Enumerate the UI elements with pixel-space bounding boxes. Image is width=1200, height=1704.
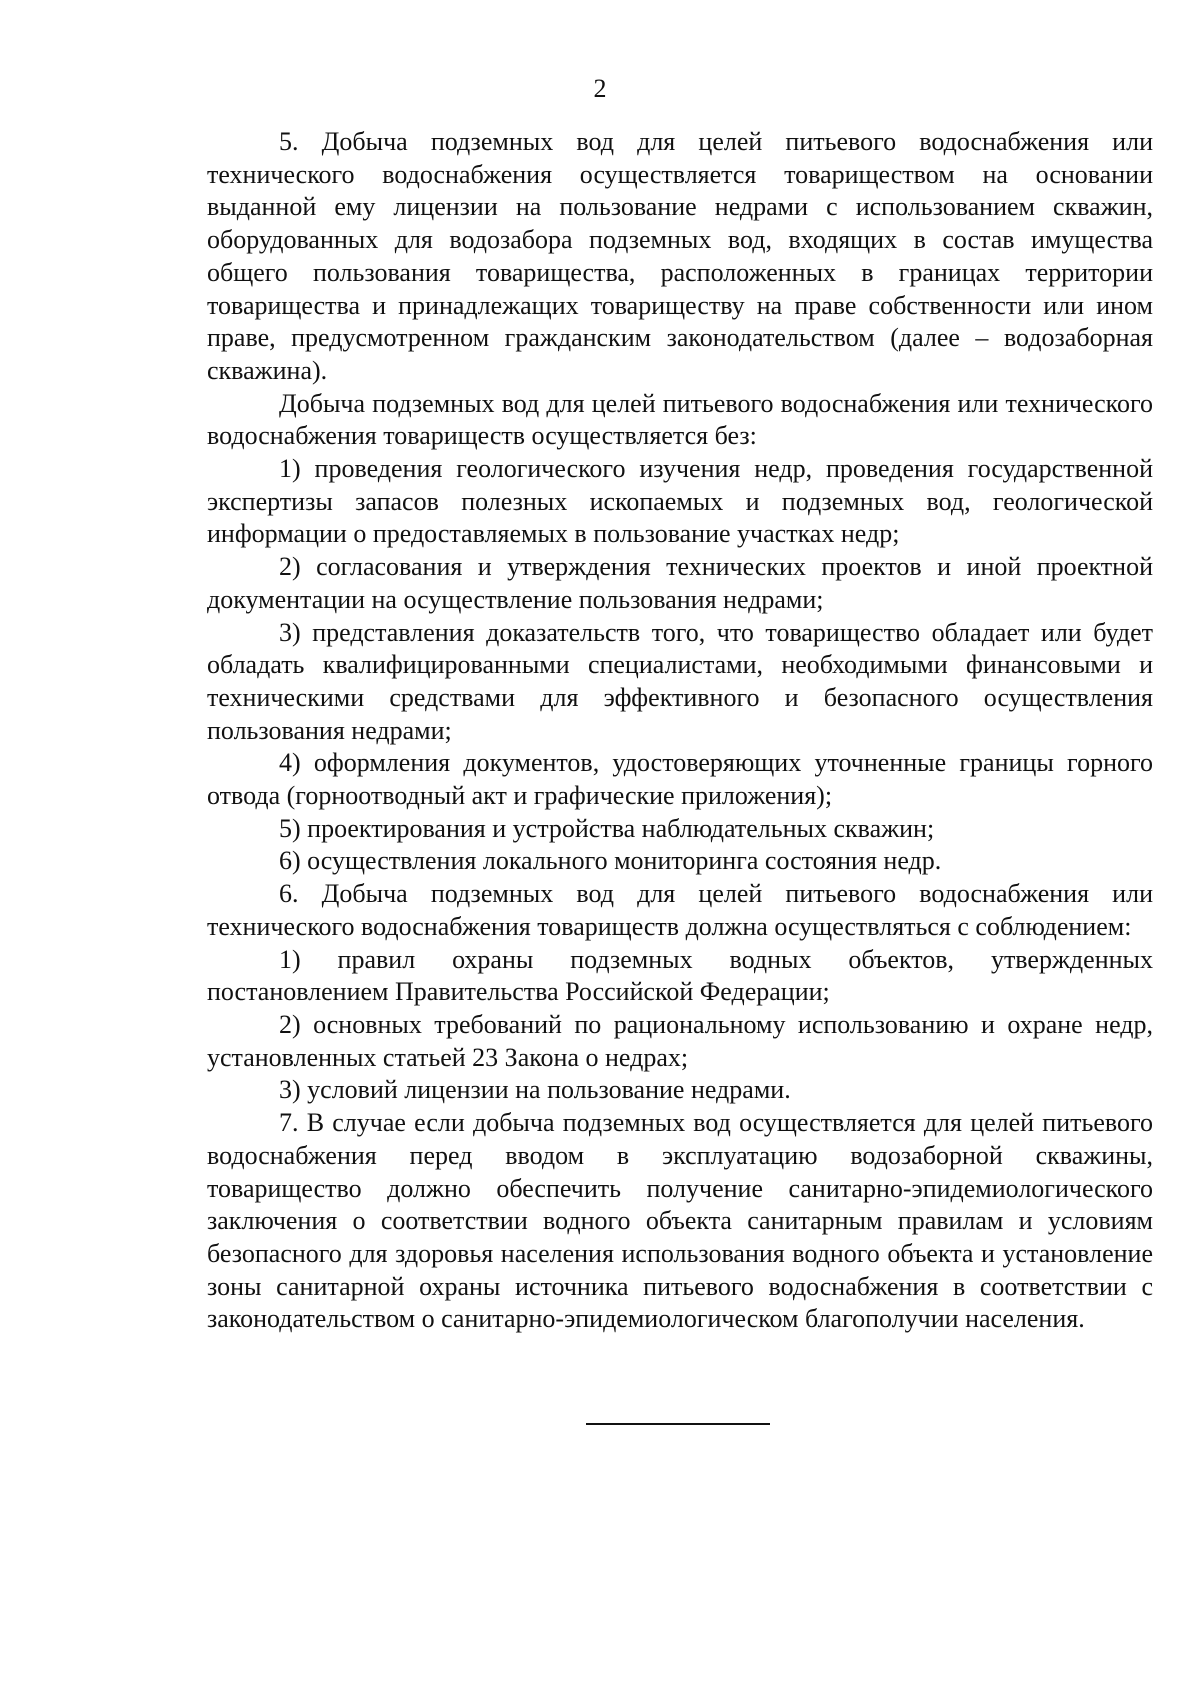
- document-body: [207, 126, 1153, 1336]
- list-item-3-license-conditions: 3) условий лицензии на пользование недрами.: [279, 1075, 791, 1105]
- paragraph-extraction-without: Добыча подземных вод для целей питьевого водоснабжения или технического водоснабжения товариществ осуществляется без:: [207, 388, 1153, 451]
- list-item-6-local-monitoring: 6) осуществления локального мониторинга состояния недр.: [279, 846, 942, 876]
- list-item-1-protection-rules: 1) правил охраны подземных водных объектов, утвержденных постановлением Правительства Российской Федерации;: [207, 944, 1153, 1007]
- list-item-4-mining-allotment-documents: 4) оформления документов, удостоверяющих уточненные границы горного отвода (горноотводный акт и графические приложения);: [207, 748, 1153, 811]
- paragraph-item-6: 6. Добыча подземных вод для целей питьевого водоснабжения или технического водоснабжения товариществ должна осуществляться с соблюдением:: [207, 879, 1153, 941]
- page-number: 2: [593, 74, 607, 103]
- list-item-2-approval-of-projects: 2) согласования и утверждения технических проектов и иной проектной документации на осуществление пользования недрами;: [207, 552, 1153, 614]
- paragraph-item-5: 5. Добыча подземных вод для целей питьевого водоснабжения или технического водоснабжения осуществляется товариществом на основании выданной ему лицензии на пользование недрами с использованием скважин, оборудованных для водозабора подземных вод, входящих в состав имущества общего пользования товарищества, расположенных в границах территории товарищества и принадлежащих товариществу на праве собственности или ином праве, предусмотренном гражданским законодательством (далее – водозаборная скважина).: [207, 127, 1153, 385]
- list-item-1-geological-study: 1) проведения геологического изучения недр, проведения государственной экспертизы запасов полезных ископаемых и подземных вод, геологической информации о предоставляемых в пользование участках недр;: [207, 454, 1153, 549]
- paragraph-item-7: 7. В случае если добыча подземных вод осуществляется для целей питьевого водоснабжения перед вводом в эксплуатацию водозаборной скважины, товарищество должно обеспечить получение санитарно-эпидемиологического заключения о соответствии водного объекта санитарным правилам и условиям безопасного для здоровья населения использования водного объекта и установление зоны санитарной охраны источника питьевого водоснабжения в соответствии с законодательством о санитарно-эпидемиологическом благополучии населения.: [207, 1108, 1153, 1334]
- list-item-3-evidence-of-capacity: 3) представления доказательств того, что товарищество обладает или будет обладать квалифицированными специалистами, необходимыми финансовыми и техническими средствами для эффективного и безопасного осуществления пользования недрами;: [207, 617, 1153, 745]
- end-of-document-rule: [586, 1423, 770, 1425]
- list-item-2-rational-use-requirements: 2) основных требований по рациональному использованию и охране недр, установленных статьей 23 Закона о недрах;: [207, 1009, 1153, 1072]
- list-item-5-observation-wells: 5) проектирования и устройства наблюдательных скважин;: [279, 813, 935, 843]
